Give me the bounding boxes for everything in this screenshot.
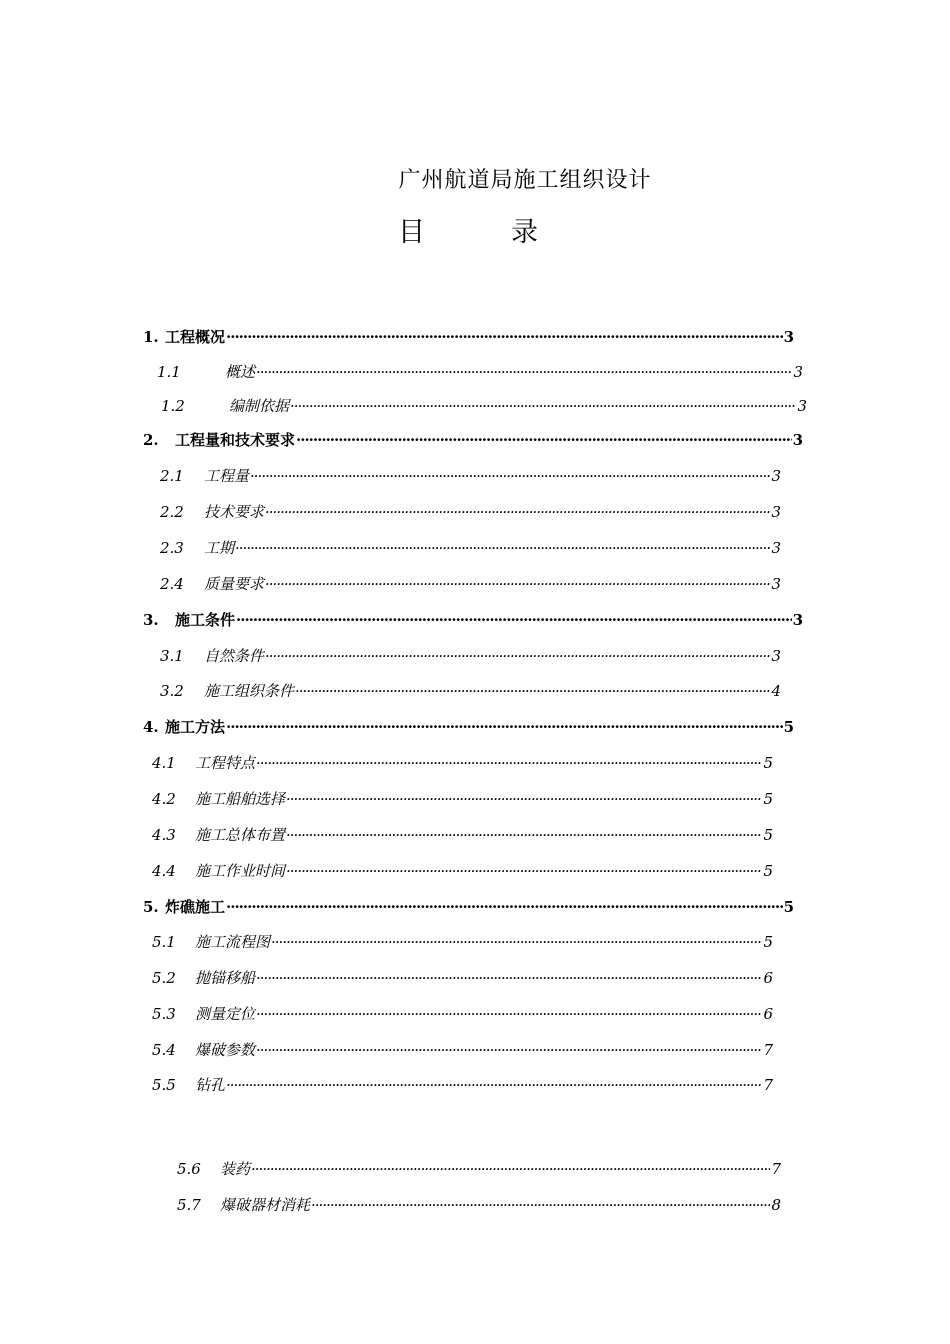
toc-page: 5 [763,862,773,880]
toc-page: 8 [771,1196,781,1214]
toc-leader [256,753,762,773]
toc-label: 编制依据 [229,397,290,415]
toc-number: 5.6 [177,1160,201,1178]
toc-leader [296,430,792,450]
toc-label: 质量要求 [204,575,265,593]
toc-leader [295,681,770,701]
toc-entry-2-3[interactable] [160,538,781,558]
toc-leader [311,1195,770,1215]
toc-entry-3[interactable] [143,610,803,630]
toc-number: 4.4 [152,862,176,880]
toc-label: 装药 [220,1160,251,1178]
toc-label: 施工组织条件 [204,682,295,700]
toc-page: 5 [763,754,773,772]
toc-entry-4-1[interactable] [152,753,773,773]
toc-number: 4. [143,718,159,736]
toc-entry-5-6[interactable] [177,1159,781,1179]
toc-number: 5.7 [177,1196,201,1214]
toc-page: 6 [763,1005,773,1023]
toc-leader [286,825,762,845]
toc-page: 3 [771,467,781,485]
toc-number: 4.3 [152,826,176,844]
toc-label: 施工作业时间 [195,862,286,880]
toc-number: 2.3 [160,539,184,557]
toc-number: 5. [143,898,159,916]
toc-leader [290,396,796,416]
toc-number: 1.2 [161,397,185,415]
toc-label: 概述 [225,363,256,381]
toc-leader [265,646,770,666]
toc-number: 5.2 [152,969,176,987]
toc-page: 3 [771,503,781,521]
toc-entry-2-4[interactable] [160,574,781,594]
toc-page: 5 [763,826,773,844]
toc-entry-4[interactable] [143,717,794,737]
toc-entry-4-3[interactable] [152,825,773,845]
toc-number: 1. [143,328,159,346]
toc-label: 钻孔 [195,1076,226,1094]
toc-entry-2-2[interactable] [160,502,781,522]
toc-page: 5 [783,898,794,916]
toc-page: 6 [763,969,773,987]
toc-entry-2[interactable] [143,430,803,450]
toc-number: 4.2 [152,790,176,808]
toc-number: 5.3 [152,1005,176,1023]
toc-entry-3-1[interactable] [160,646,781,666]
toc-leader [256,968,762,988]
toc-page: 5 [763,790,773,808]
toc-number: 2.1 [160,467,184,485]
toc-label: 技术要求 [204,503,265,521]
toc-leader [286,861,762,881]
toc-page: 3 [792,611,803,629]
toc-heading [398,210,538,249]
toc-number: 4.1 [152,754,176,772]
toc-entry-1-2[interactable] [161,396,807,416]
toc-leader [226,327,783,347]
toc-entry-5-3[interactable] [152,1004,773,1024]
toc-leader [226,897,783,917]
toc-heading-right: 录 [511,217,538,248]
toc-page: 5 [783,718,794,736]
toc-page: 3 [771,539,781,557]
toc-leader [256,1004,762,1024]
toc-label: 施工条件 [175,611,236,629]
toc-page: 7 [763,1041,773,1059]
document-title: 广州航道局施工组织设计 [398,168,652,193]
toc-leader [265,502,770,522]
toc-entry-5-1[interactable] [152,932,773,952]
toc-number: 1.1 [157,363,181,381]
toc-leader [286,789,762,809]
toc-leader [226,717,783,737]
toc-page: 3 [793,363,803,381]
toc-leader [256,362,792,382]
toc-label: 工程量 [204,467,250,485]
toc-number: 5.5 [152,1076,176,1094]
toc-label: 爆破器材消耗 [220,1196,311,1214]
toc-leader [251,1159,770,1179]
toc-label: 工程概况 [165,328,226,346]
toc-number: 3.2 [160,682,184,700]
toc-label: 自然条件 [204,647,265,665]
toc-label: 抛锚移船 [195,969,256,987]
toc-label: 爆破参数 [195,1041,256,1059]
toc-entry-4-4[interactable] [152,861,773,881]
toc-number: 5.1 [152,933,176,951]
toc-number: 3. [143,611,159,629]
toc-number: 2. [143,431,159,449]
toc-label: 炸礁施工 [165,898,226,916]
toc-entry-1-1[interactable] [157,362,803,382]
toc-entry-5-2[interactable] [152,968,773,988]
toc-entry-1[interactable] [143,327,794,347]
toc-label: 施工流程图 [195,933,271,951]
toc-entry-3-2[interactable] [160,681,781,701]
toc-label: 工期 [204,539,235,557]
toc-page: 7 [771,1160,781,1178]
toc-number: 5.4 [152,1041,176,1059]
toc-entry-4-2[interactable] [152,789,773,809]
toc-number: 2.4 [160,575,184,593]
toc-label: 施工方法 [165,718,226,736]
toc-leader [271,932,762,952]
toc-label: 工程量和技术要求 [175,431,296,449]
toc-leader [265,574,770,594]
toc-label: 工程特点 [195,754,256,772]
toc-page: 3 [771,575,781,593]
toc-page: 3 [792,431,803,449]
toc-leader [226,1075,762,1095]
toc-entry-5-7[interactable] [177,1195,781,1215]
toc-number: 3.1 [160,647,184,665]
toc-page: 5 [763,933,773,951]
toc-label: 施工总体布置 [195,826,286,844]
toc-leader [235,538,770,558]
toc-entry-5-5[interactable] [152,1075,773,1095]
toc-leader [236,610,792,630]
toc-page: 3 [771,647,781,665]
toc-page: 3 [783,328,794,346]
toc-page: 4 [771,682,781,700]
toc-leader [256,1040,762,1060]
toc-number: 2.2 [160,503,184,521]
toc-entry-2-1[interactable] [160,466,781,486]
toc-page: 3 [797,397,807,415]
toc-entry-5[interactable] [143,897,794,917]
toc-page: 7 [763,1076,773,1094]
toc-heading-left: 目 [398,217,425,248]
toc-entry-5-4[interactable] [152,1040,773,1060]
toc-label: 测量定位 [195,1005,256,1023]
toc-leader [250,466,770,486]
toc-label: 施工船舶选择 [195,790,286,808]
